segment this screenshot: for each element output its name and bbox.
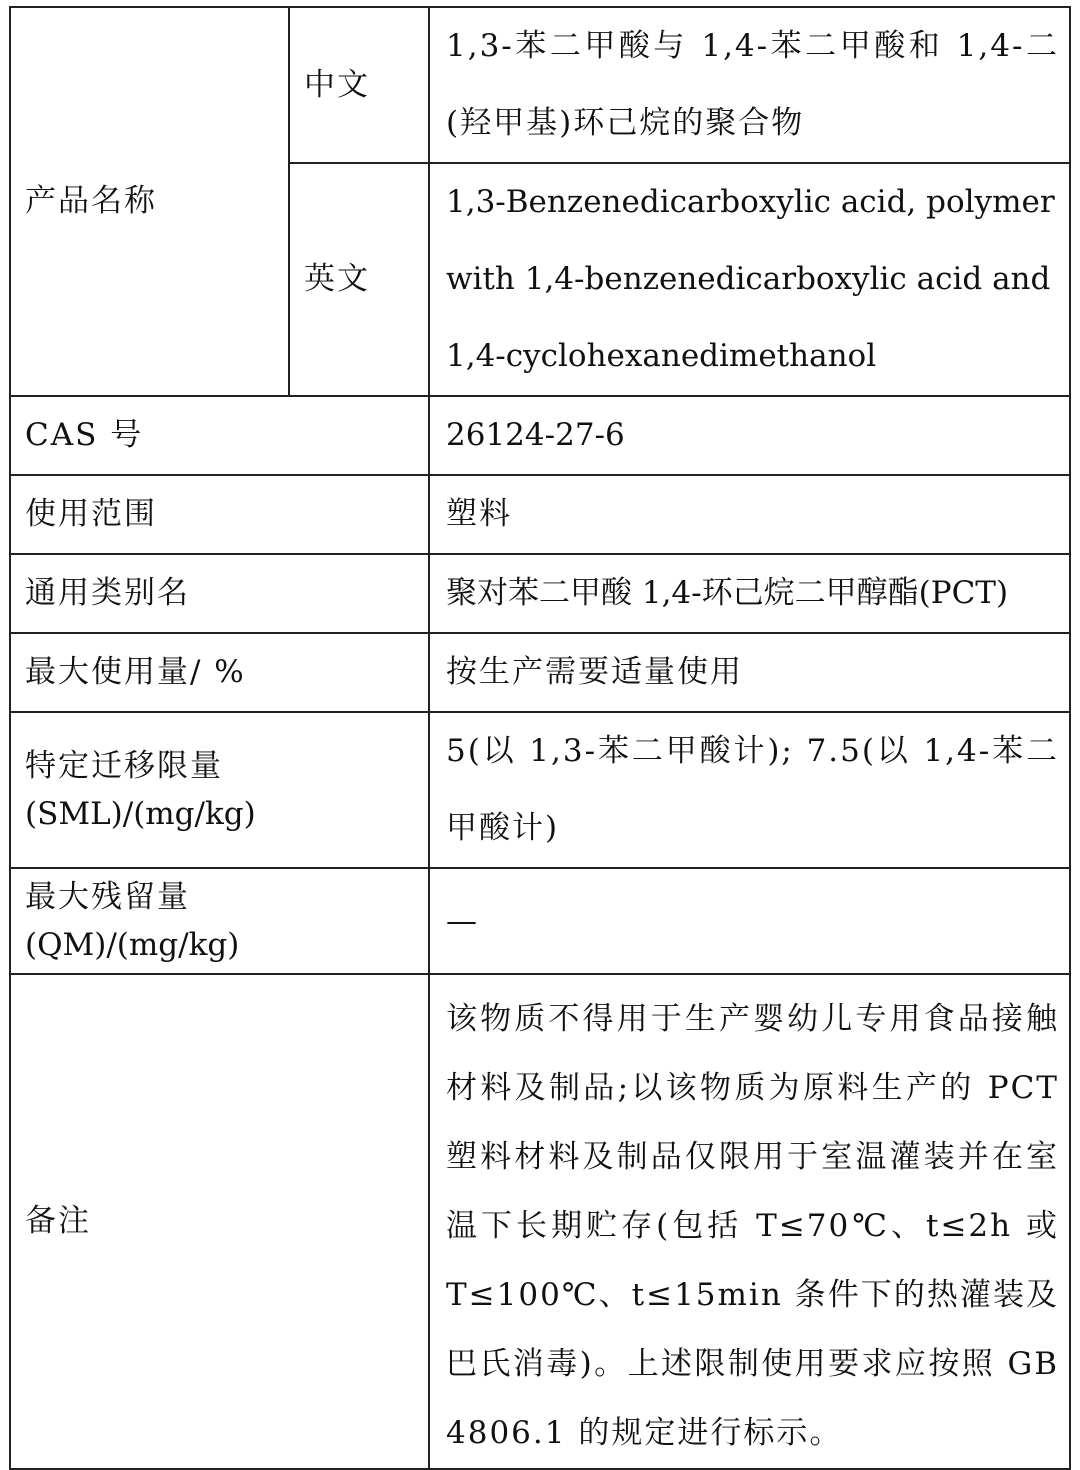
cas-value: 26124-27-6 — [429, 396, 1070, 475]
remarks-value: 该物质不得用于生产婴幼儿专用食品接触材料及制品;以该物质为原料生产的 PCT 塑料材料及制品仅限用于室温灌装并在室温下长期贮存(包括 T≤70℃、t≤2h 或 T≤100℃、t≤15min 条件下的热灌装及巴氏消毒)。上述限制使用要求应按照 GB 4806.1 的规定进行标示。 — [429, 974, 1070, 1469]
table-row-remarks — [10, 974, 1070, 1469]
chinese-name-label: 中文 — [289, 7, 429, 163]
sml-label-line-2: (SML)/(mg/kg) — [25, 796, 256, 832]
english-name-line-1: 1,3-Benzenedicarboxylic acid, polymer — [446, 184, 1055, 220]
sml-value: 5(以 1,3-苯二甲酸计); 7.5(以 1,4-苯二甲酸计) — [429, 712, 1070, 868]
qm-label-line-1: 最大残留量 — [25, 879, 190, 915]
qm-label — [10, 868, 429, 974]
generic-name-value: 聚对苯二甲酸 1,4-环己烷二甲醇酯(PCT) — [429, 554, 1070, 633]
max-usage-value: 按生产需要适量使用 — [429, 633, 1070, 712]
table-row-sml — [10, 712, 1070, 868]
table-row-generic-name — [10, 554, 1070, 633]
scope-label: 使用范围 — [10, 475, 429, 554]
qm-label-line-2: (QM)/(mg/kg) — [25, 927, 240, 963]
sml-label-line-1: 特定迁移限量 — [25, 748, 223, 784]
table-row-scope — [10, 475, 1070, 554]
cas-label: CAS 号 — [10, 396, 429, 475]
table-row-qm — [10, 868, 1070, 974]
table-row-max-usage — [10, 633, 1070, 712]
max-usage-label: 最大使用量/ % — [10, 633, 429, 712]
table-row-product-name-cn — [10, 7, 1070, 163]
english-name-value — [429, 163, 1070, 396]
generic-name-label: 通用类别名 — [10, 554, 429, 633]
scope-value: 塑料 — [429, 475, 1070, 554]
english-name-line-2: with 1,4-benzenedicarboxylic acid and — [446, 261, 1051, 297]
sml-label — [10, 712, 429, 868]
product-name-label: 产品名称 — [10, 7, 289, 396]
table-row-cas — [10, 396, 1070, 475]
chinese-name-value: 1,3-苯二甲酸与 1,4-苯二甲酸和 1,4-二(羟甲基)环己烷的聚合物 — [429, 7, 1070, 163]
qm-value: — — [429, 868, 1070, 974]
english-name-line-3: 1,4-cyclohexanedimethanol — [446, 338, 877, 374]
substance-spec-table — [9, 6, 1071, 1470]
english-name-label: 英文 — [289, 163, 429, 396]
remarks-label: 备注 — [10, 974, 429, 1469]
